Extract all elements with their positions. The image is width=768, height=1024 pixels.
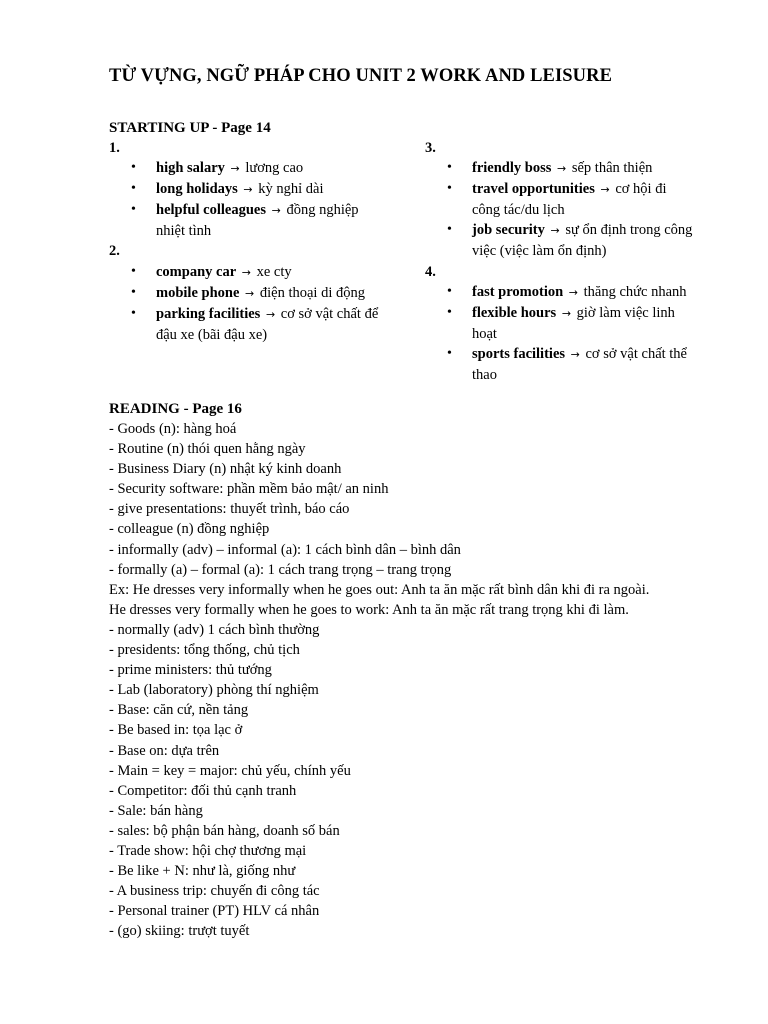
vocab-meaning: xe cty — [256, 263, 292, 280]
reading-line: - Sale: bán hàng — [109, 802, 203, 819]
group-number: 4. — [425, 263, 436, 280]
reading-line: - Be like + N: như là, giống như — [109, 863, 296, 880]
vocab-meaning: sếp thân thiện — [571, 160, 653, 177]
bullet-icon: • — [131, 160, 136, 176]
vocab-meaning: cơ sở vật chất để đậu xe (bãi đậu xe) — [156, 305, 379, 343]
arrow-right-icon: → — [557, 162, 567, 176]
bullet-icon: • — [131, 284, 136, 300]
vocab-term: high salary — [156, 160, 225, 177]
arrow-right-icon: → — [245, 286, 255, 300]
reading-example-line: Ex: He dresses very informally when he goes out: Anh ta ăn mặc rất bình dân khi đi ra ngoài. — [109, 581, 650, 598]
reading-line: - sales: bộ phận bán hàng, doanh số bán — [109, 822, 340, 839]
vocab-meaning: lương cao — [245, 160, 304, 177]
reading-line: - Base on: dựa trên — [109, 742, 220, 759]
reading-line: - normally (adv) 1 cách bình thường — [109, 621, 320, 638]
bullet-icon: • — [131, 202, 136, 218]
vocab-item — [109, 304, 399, 345]
vocab-term: job security — [472, 222, 545, 239]
vocab-term: travel opportunities — [472, 181, 595, 198]
arrow-right-icon: → — [600, 183, 610, 197]
arrow-right-icon: → — [271, 204, 281, 218]
reading-line: - Main = key = major: chủ yếu, chính yếu — [109, 762, 351, 779]
reading-line: - informally (adv) – informal (a): 1 cách bình dân – bình dân — [109, 541, 461, 558]
vocab-item — [425, 282, 715, 303]
group-number: 2. — [109, 243, 120, 260]
vocab-item — [109, 179, 399, 200]
vocab-term: parking facilities — [156, 305, 261, 322]
vocab-meaning: cơ sở vật chất thể thao — [472, 345, 687, 384]
vocab-meaning: thăng chức nhanh — [583, 283, 687, 300]
reading-line: - colleague (n) đồng nghiệp — [109, 521, 270, 538]
vocab-term: mobile phone — [156, 284, 240, 301]
vocab-term: fast promotion — [472, 283, 564, 300]
vocab-item — [425, 303, 715, 344]
vocab-list — [109, 158, 399, 241]
reading-line: - Security software: phần mềm bảo mật/ an ninh — [109, 481, 389, 498]
vocab-meaning: kỳ nghỉ dài — [258, 181, 324, 198]
reading-line: - formally (a) – formal (a): 1 cách trang trọng – trang trọng — [109, 561, 452, 578]
bullet-icon: • — [131, 305, 136, 321]
reading-line: - prime ministers: thủ tướng — [109, 662, 272, 679]
bullet-icon: • — [447, 160, 452, 176]
bullet-icon: • — [447, 304, 452, 320]
starting-up-right-column — [425, 138, 715, 385]
bullet-icon: • — [447, 345, 452, 361]
vocab-term: friendly boss — [472, 160, 552, 177]
starting-up-heading: STARTING UP - Page 14 — [109, 120, 271, 136]
vocab-meaning: sự ổn định trong công việc (việc làm ổn định) — [472, 222, 693, 260]
reading-line: - Routine (n) thói quen hằng ngày — [109, 441, 306, 458]
vocab-meaning: cơ hội đi công tác/du lịch — [472, 181, 667, 219]
reading-line: - Competitor: đối thủ cạnh tranh — [109, 782, 297, 799]
reading-example-line: He dresses very formally when he goes to work: Anh ta ăn mặc rất trang trọng khi đi làm. — [109, 601, 629, 618]
vocab-item — [425, 158, 715, 179]
group-number: 3. — [425, 140, 436, 156]
vocab-item — [425, 179, 715, 220]
reading-line: - Be based in: tọa lạc ở — [109, 722, 243, 739]
vocab-item — [425, 220, 715, 261]
vocab-list — [425, 282, 715, 385]
vocab-term: long holidays — [156, 181, 238, 198]
reading-line: - (go) skiing: trượt tuyết — [109, 923, 250, 940]
arrow-right-icon: → — [265, 307, 276, 321]
bullet-icon: • — [131, 181, 136, 197]
bullet-icon: • — [447, 181, 452, 197]
reading-line: - give presentations: thuyết trình, báo cáo — [109, 501, 350, 518]
reading-line: - Goods (n): hàng hoá — [109, 421, 237, 437]
vocab-list — [109, 262, 399, 345]
vocab-meaning: đồng nghiệp nhiệt tình — [156, 202, 359, 240]
vocab-list — [425, 158, 715, 261]
vocab-meaning: điện thoại di động — [259, 284, 365, 301]
bullet-icon: • — [131, 263, 136, 279]
arrow-right-icon: → — [241, 265, 251, 279]
vocab-term: sports facilities — [472, 345, 566, 362]
arrow-right-icon: → — [568, 285, 579, 299]
arrow-right-icon: → — [561, 306, 572, 320]
bullet-icon: • — [447, 222, 452, 238]
vocab-item — [109, 200, 399, 241]
reading-line: - Personal trainer (PT) HLV cá nhân — [109, 903, 320, 920]
vocab-item — [109, 158, 399, 179]
reading-line: - Business Diary (n) nhật ký kinh doanh — [109, 461, 342, 478]
vocab-item — [109, 283, 399, 304]
reading-line: - Lab (laboratory) phòng thí nghiệm — [109, 682, 319, 699]
reading-line: - presidents: tổng thống, chủ tịch — [109, 642, 300, 659]
bullet-icon: • — [447, 283, 452, 299]
starting-up-left-column — [109, 138, 399, 345]
vocab-item — [109, 262, 399, 283]
vocab-meaning: giờ làm việc linh hoạt — [472, 304, 675, 342]
reading-line: - Base: căn cứ, nền tảng — [109, 702, 249, 719]
arrow-right-icon: → — [570, 347, 580, 361]
arrow-right-icon: → — [243, 183, 253, 197]
reading-heading: READING - Page 16 — [109, 401, 242, 417]
vocab-item — [425, 344, 715, 385]
vocab-term: company car — [156, 263, 237, 280]
vocab-term: flexible hours — [472, 304, 557, 321]
document-title: TỪ VỰNG, NGỮ PHÁP CHO UNIT 2 WORK AND LEISURE — [109, 66, 613, 86]
reading-line: - A business trip: chuyến đi công tác — [109, 883, 320, 900]
arrow-right-icon: → — [230, 162, 240, 176]
group-number: 1. — [109, 140, 120, 156]
reading-vocab-list — [109, 419, 739, 941]
reading-line: - Trade show: hội chợ thương mại — [109, 842, 307, 859]
vocab-term: helpful colleagues — [156, 202, 266, 219]
arrow-right-icon: → — [550, 224, 560, 238]
